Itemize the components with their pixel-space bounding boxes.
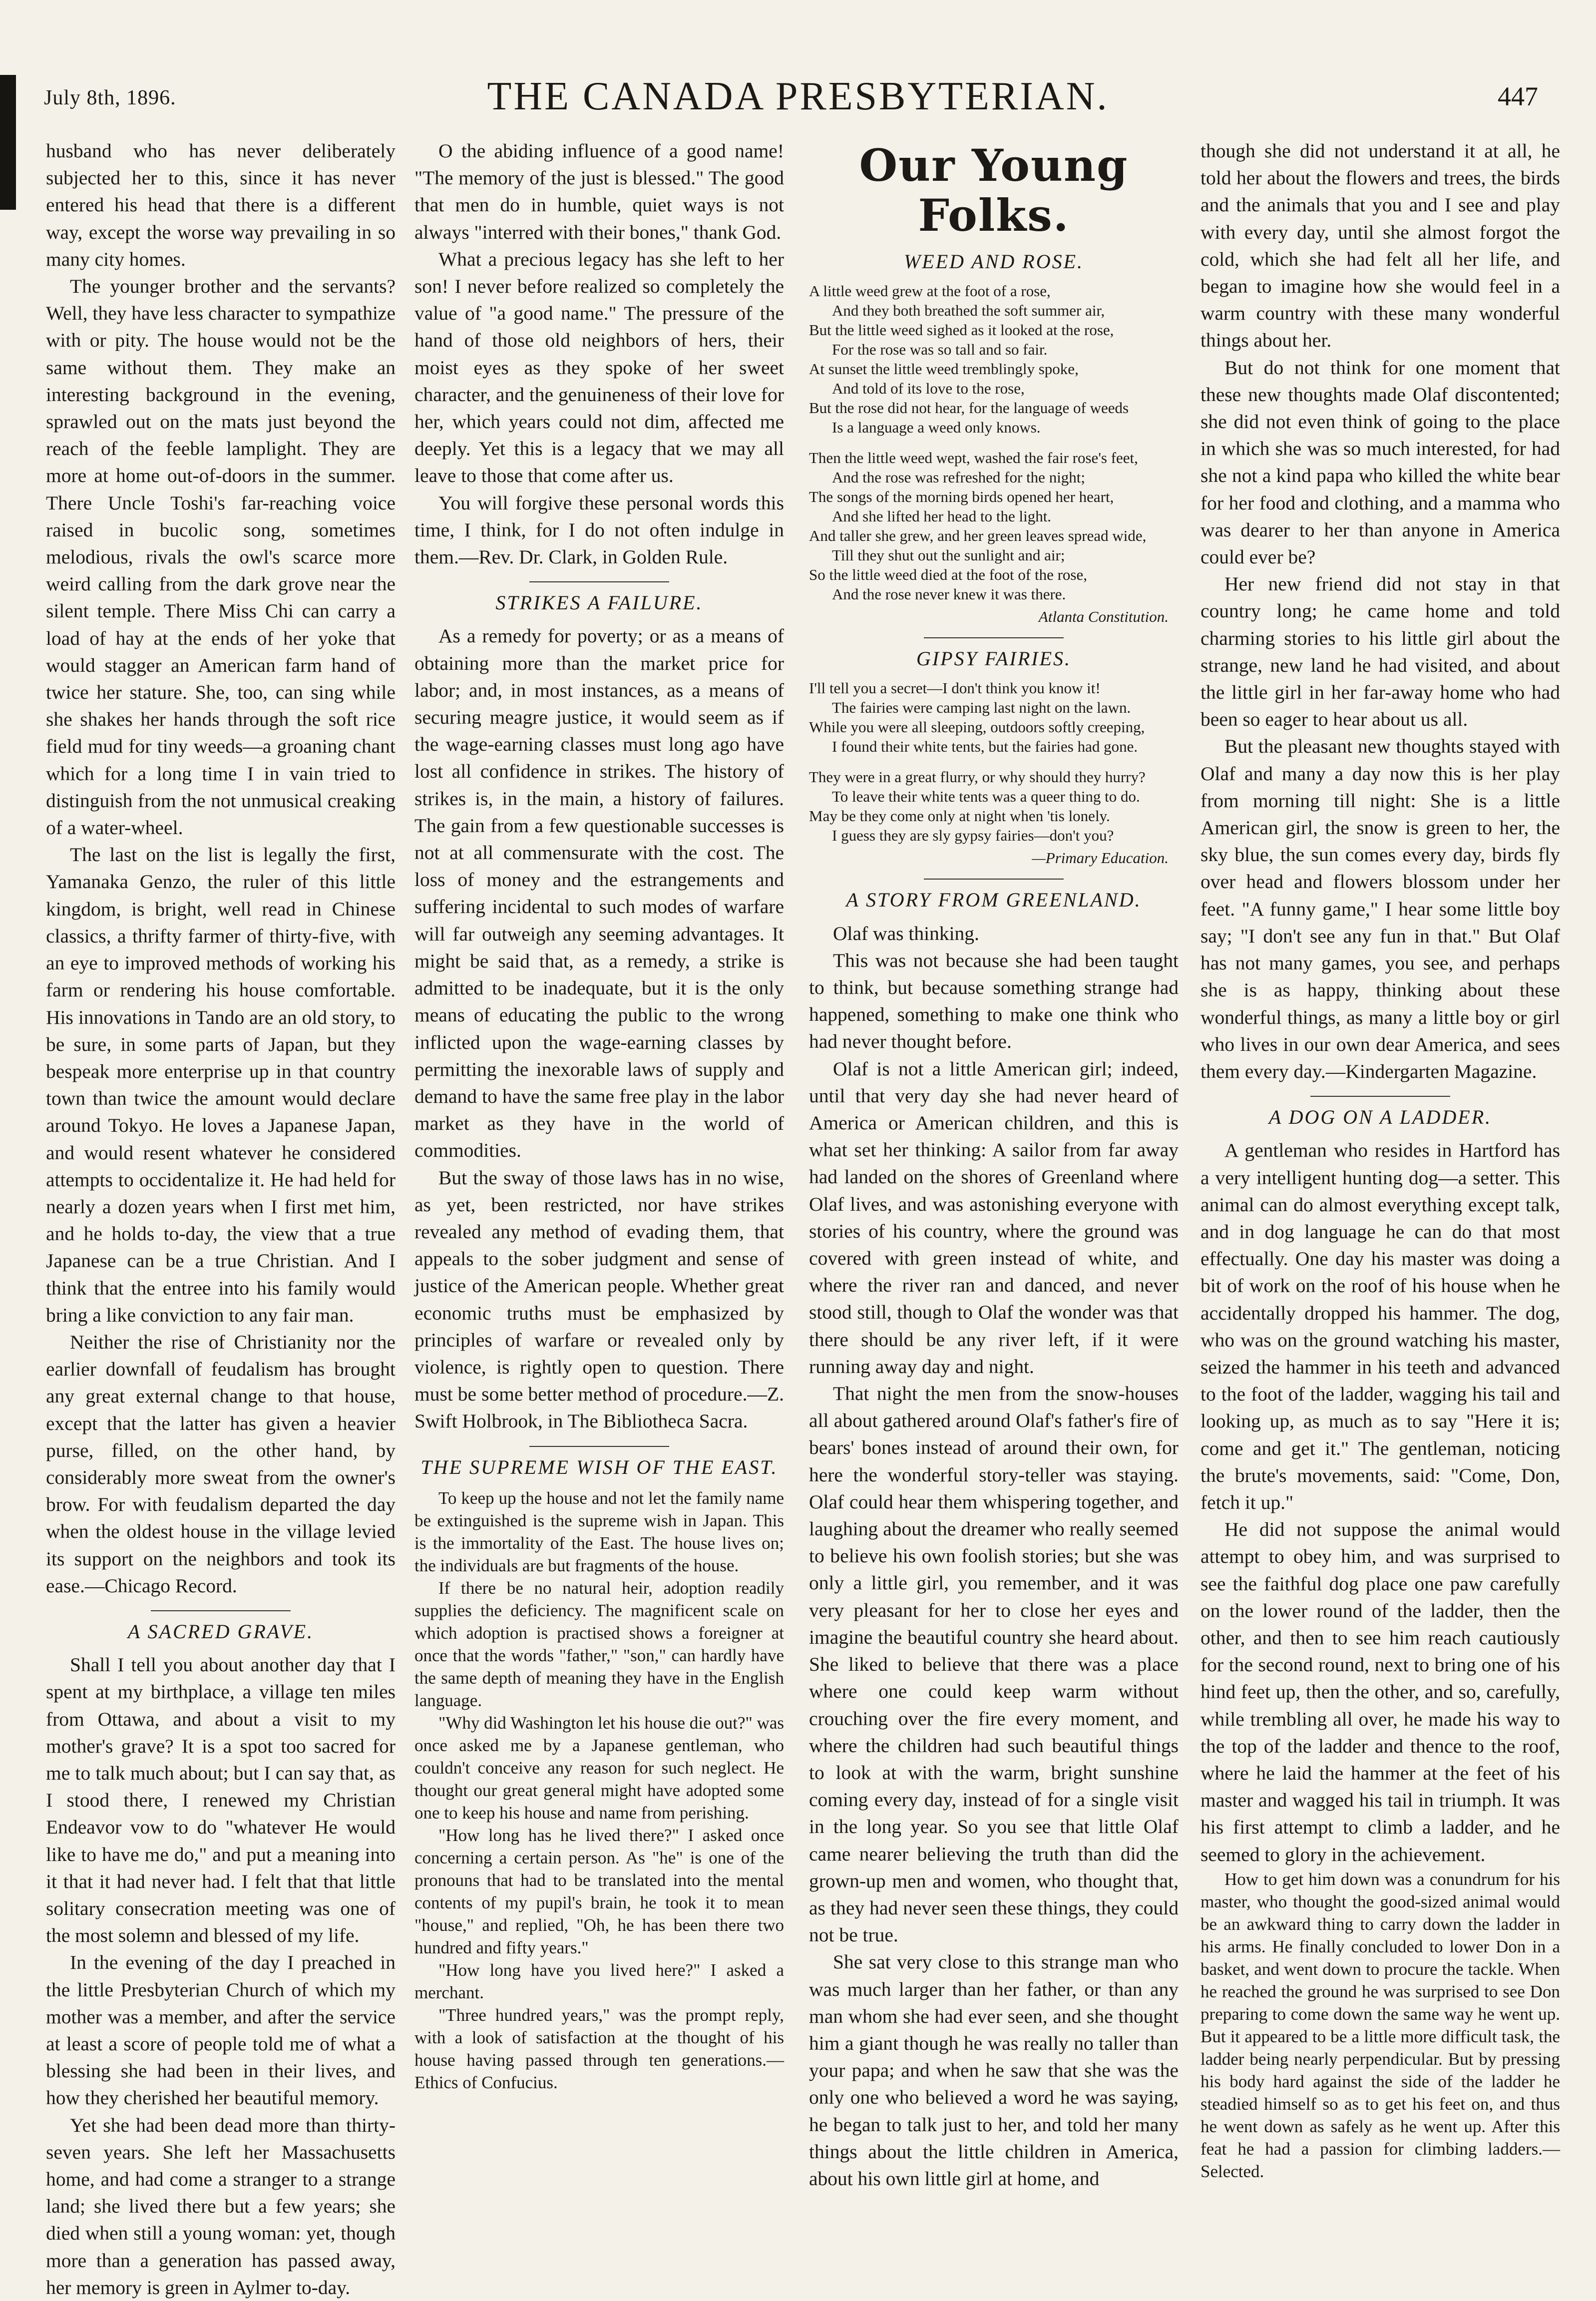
poem-line: Then the little weed wept, washed the fair rose's feet, [809, 449, 1138, 467]
poem-line: I found their white tents, but the fairies had gone. [832, 738, 1138, 756]
paragraph: "Three hundred years," was the prompt reply, with a look of satisfaction at the thought of his house having passed through ten generations.—Ethics of Confucius. [414, 2005, 784, 2092]
paragraph: The younger brother and the servants? Well, they have less character to sympathize with or pity. The house would not be the same without them. They make an interesting background in the evening, sprawled out on the mats just beyond the reach of the feeble lamplight. They are more at home out-of-doors in the summer. There Uncle Toshi's far-reaching voice raised in bucolic song, sometimes melodious, rivals the owl's scarce more weird calling from the dark grove near the silent temple. There Miss Chi can carry a load of hay at the ends of her yoke that would stagger an American farm hand of twice her stature. She, too, can sing while she shakes her hands through the soft rice field mud for tiny weeds—a groaning chant which for a long time I in vain tried to distinguish from the not unmusical creaking of a water-wheel. [46, 275, 396, 839]
poem-line: And the rose never knew it was there. [832, 585, 1066, 603]
poem-attribution: Atlanta Constitution. [1038, 608, 1169, 626]
poem-line: To leave their white tents was a queer thing to do. [832, 788, 1140, 806]
paragraph: This was not because she had been taught to think, but because something strange had happened, something to make one think who had never thought before. [809, 949, 1179, 1053]
poem-line: A little weed grew at the foot of a rose, [809, 282, 1051, 300]
poem-line: Till they shut out the sunlight and air; [832, 546, 1065, 564]
poem-line: While you were all sleeping, outdoors softly creeping, [809, 718, 1145, 736]
paragraph: husband who has never deliberately subjected her to this, since it has never entered his head that there is a different way, except the worse way prevailing in so many city homes. [46, 140, 396, 270]
paragraph: That night the men from the snow-houses all about gathered around Olaf's father's fire of bears' bones instead of around their own, for here the wonderful story-teller was staying. Olaf could hear them whispering together, and laughing about the dreamer who really seemed to believe his own foolish stories; but she was only a little girl, you remember, and it was very pleasant for her to close her eyes and imagine the beautiful country she heard about. She liked to believe that there was a place where one could keep warm without crouching over the fire every moment, and where the children had such beautiful things to look at with the warm, bright sunshine coming every day, instead of for a single visit in the long year. So you see that little Olaf came nearer believing the truth than did the grown-up men and women, who thought that, as they had never seen these things, they could not be true. [809, 1382, 1179, 1946]
section-title-strikes: STRIKES A FAILURE. [495, 591, 703, 614]
poem-gipsy-fairies [809, 678, 1179, 845]
paragraph: Olaf was thinking. [833, 922, 979, 944]
paragraph: "How long has he lived there?" I asked once concerning a certain person. As "he" is one of the pronouns that had to be translated into the mental contents of my pupil's brain, he took it to mean "house," and replied, "Oh, he has been there two hundred and fifty years." [414, 1825, 784, 1957]
section-divider [151, 1610, 291, 1611]
poem-line: So the little weed died at the foot of the rose, [809, 566, 1087, 584]
paragraph: He did not suppose the animal would attempt to obey him, and was surprised to see the faithful dog place one paw carefully on the lower round of the ladder, then the other, and then to see him reach cautiously for the second round, next to bring one of his hind feet up, then the other, and so, carefully, while trembling all over, he made his way to the top of the ladder and thence to the roof, where he laid the hammer at the feet of his master and wagged his tail in triumph. It was his first attempt to climb a ladder, and he seemed to glory in the achievement. [1200, 1518, 1560, 1865]
poem-line: But the little weed sighed as it looked at the rose, [809, 321, 1114, 339]
paragraph: Yet she had been dead more than thirty-seven years. She left her Massachusetts home, and had come a stranger to a strange land; she lived there but a few years; she died when still a young woman: yet, though more than a generation has passed away, her memory is green in Aylmer to-day. [46, 2114, 396, 2299]
paragraph: "Why did Washington let his house die out?" was once asked me by a Japanese gentleman, who couldn't conceive any reason for such neglect. He thought our great general might have adopted some one to keep his house and name from perishing. [414, 1713, 784, 1823]
issue-date: July 8th, 1896. [44, 86, 176, 109]
paragraph: A gentleman who resides in Hartford has a very intelligent hunting dog—a setter. This animal can do almost everything except talk, and in dog language he can do that most effectually. One day his master was doing a bit of work on the roof of his house when he accidentally dropped his hammer. The dog, who was on the ground watching his master, seized the hammer in his teeth and advanced to the foot of the ladder, wagging his tail and looking up, as much as to say "Here it is; come and get it." The gentleman, noticing the brute's movements, said: "Come, Don, fetch it up." [1200, 1139, 1560, 1513]
column-3 [809, 137, 1179, 2215]
poem-line: But the rose did not hear, for the language of weeds [809, 399, 1129, 417]
poem-line: They were in a great flurry, or why should they hurry? [809, 768, 1146, 786]
section-title-weed-and-rose: WEED AND ROSE. [903, 250, 1084, 273]
poem-weed-and-rose [809, 281, 1179, 604]
poem-attribution: —Primary Education. [1032, 849, 1169, 867]
paragraph: Her new friend did not stay in that country long; he came home and told charming stories to his little girl about the strange, new land he had visited, and about the little girl in her far-away home who had been so eager to hear about us all. [1200, 573, 1560, 731]
column-2 [414, 137, 784, 2215]
poem-line: And the rose was refreshed for the night; [832, 468, 1086, 486]
section-title-gipsy-fairies: GIPSY FAIRIES. [916, 647, 1072, 670]
paragraph: But do not think for one moment that these new thoughts made Olaf discontented; she did not even think of going to the place in which she was so much interested, for had she not a kind papa who killed the white bear for her food and clothing, and a mamma who was dearer to her than anyone in America could ever be? [1200, 356, 1560, 568]
section-masthead: Our Young Folks. [859, 139, 1129, 241]
section-title-sacred-grave: A SACRED GRAVE. [127, 1620, 314, 1643]
poem-line: And she lifted her head to the light. [832, 507, 1052, 525]
section-divider [924, 879, 1064, 880]
column-4 [1200, 137, 1560, 2215]
poem-line: And told of its love to the rose, [832, 380, 1025, 398]
paragraph: How to get him down was a conundrum for his master, who thought the good-sized animal would be an awkward thing to carry down the ladder in his arms. He finally concluded to lower Don in a basket, and went down to procure the tackle. When he reached the ground he was surprised to see Don preparing to come down the same way he went up. But it appeared to be a little more difficult task, the ladder being nearly perpendicular. But by pressing his body hard against the side of the ladder he steadied himself so as to get his feet on, and thus he went down as safely as he went up. After this feat he had a passion for climbing ladders.—Selected. [1200, 1869, 1560, 2181]
poem-line: I guess they are sly gypsy fairies—don't you? [832, 827, 1114, 845]
paragraph: You will forgive these personal words this time, I think, for I do not often indulge in them.—Rev. Dr. Clark, in Golden Rule. [414, 491, 784, 568]
paragraph: As a remedy for poverty; or as a means of obtaining more than the market price for labor; and, in most instances, as a means of securing meagre justice, it would seem as if the wage-earning classes must long ago have lost all confidence in strikes. The history of strikes is, in the main, a history of failures. The gain from a few questionable successes is not at all commensurate with the cost. The loss of money and the estrangements and suffering incidental to such modes of warfare will far outweigh any seeming advantages. It might be said that, as a remedy, a strike is admitted to be inadequate, but it is the only means of educating the public to the wrong inflicted upon the wage-earning classes by permitting the inexorable laws of supply and demand to have the same free play in the labor market as they have in the world of commodities. [414, 625, 784, 1162]
paragraph: O the abiding influence of a good name! "The memory of the just is blessed." The good that men do in humble, quiet ways is not always "interred with their bones," thank God. [414, 140, 784, 243]
section-title-greenland: A STORY FROM GREENLAND. [846, 889, 1142, 912]
paragraph: What a precious legacy has she left to her son! I never before realized so completely the value of "a good name." The pressure of the hand of those old neighbors of hers, their moist eyes as they spoke of her sweet character, and the genuineness of their love for her, which years could not dim, affected me deeply. Yet this is a legacy that we may all leave to those that come after us. [414, 248, 784, 487]
paragraph: But the pleasant new thoughts stayed with Olaf and many a day now this is her play from morning till night: She is a little American girl, the snow is green to her, the sky blue, the sun comes every day, birds fly over head and flowers blossom under her feet. "A funny game," I hear some little boy say; "I don't see any fun in that." But Olaf has not many games, you see, and perhaps she is as happy, thinking about these wonderful things, as many a little boy or girl who lives in our own dear America, and sees them every day.—Kindergarten Magazine. [1200, 735, 1560, 1082]
section-divider [529, 581, 669, 582]
paragraph: If there be no natural heir, adoption readily supplies the deficiency. The magnificent scale on which adoption is practised shows a foreigner at once that the words "father," "son," can hardly have the same depth of meaning they have in the English language. [414, 1578, 784, 1710]
poem-line: Is a language a weed only knows. [832, 419, 1041, 437]
section-divider [924, 637, 1064, 638]
paragraph: She sat very close to this strange man who was much larger than her father, or than any man whom she had ever seen, and she thought him a giant though he was really no taller than your papa; and when he saw that she was the only one who believed a word he was saying, he began to talk just to her, and told her many things about the little children in America, about his own little girl at home, and [809, 1951, 1179, 2190]
newspaper-title: THE CANADA PRESBYTERIAN. [487, 74, 1109, 118]
section-divider [1310, 1096, 1450, 1097]
paragraph: though she did not understand it at all, he told her about the flowers and trees, the birds and the animals that you and I see and play with every day, until she almost forgot the cold, which she had felt all her life, and began to imagine how she would feel in a warm country with these many wonderful things about her. [1200, 140, 1560, 352]
paragraph: In the evening of the day I preached in the little Presbyterian Church of which my mother was a member, and after the service at least a score of people told me of what a blessing she had been in their lives, and how they cherished her beautiful memory. [46, 1951, 396, 2109]
paragraph: "How long have you lived here?" I asked a merchant. [414, 1960, 784, 2002]
poem-line: The fairies were camping last night on the lawn. [832, 699, 1131, 717]
column-1 [46, 137, 396, 2299]
poem-line: May be they come only at night when 'tis lonely. [809, 807, 1110, 825]
section-title-dog-on-ladder: A DOG ON A LADDER. [1268, 1106, 1492, 1129]
paragraph: But the sway of those laws has in no wise, as yet, been restricted, nor have strikes revealed any method of evading them, that appeals to the sober judgment and sense of justice of the American people. Whether great economic truths must be emphasized by principles of warfare or revealed only by violence, is rightly open to question. There must be some better method of procedure.—Z. Swift Holbrook, in The Bibliotheca Sacra. [414, 1166, 784, 1432]
paragraph: Olaf is not a little American girl; indeed, until that very day she had never heard of America or American children, and this is what set her thinking: A sailor from far away had landed on the shores of Greenland where Olaf lives, and was astonishing everyone with stories of his country, where the ground was covered with green instead of white, and where the river ran and danced, and never stood still, though to Olaf the wonder was that there should be any river left, if it were running away day and night. [809, 1057, 1179, 1378]
paragraph: Neither the rise of Christianity nor the earlier downfall of feudalism has brought any great external change to that house, except that the latter has given a heavier purse, filled, on the other hand, by considerably more sweat from the owner's brow. For with feudalism departed the day when the oldest house in the village levied its support on the neighbors and took its ease.—Chicago Record. [46, 1331, 396, 1597]
section-divider [529, 1446, 669, 1447]
page-number: 447 [1498, 81, 1538, 111]
poem-line: I'll tell you a secret—I don't think you know it! [809, 679, 1101, 697]
poem-line: The songs of the morning birds opened her heart, [809, 488, 1114, 506]
section-title-supreme-wish: THE SUPREME WISH OF THE EAST. [420, 1455, 778, 1478]
paragraph: The last on the list is legally the first, Yamanaka Genzo, the ruler of this little kingdom, is bright, well read in Chinese classics, a thrifty farmer of thirty-five, with an eye to improved methods of working his farm or rendering his house comfortable. His innovations in Tando are an old story, to be sure, in some parts of Japan, but they bespeak more enterprise up in that country town than twice the amount would declare around Tokyo. He loves a Japanese Japan, and would resent whatever he considered attempts to occidentalize it. He had held for nearly a dozen years when I first met him, and he holds to-day, the view that a true Japanese can be a true Christian. And I think that the entree into his family would bring a like conviction to any fair man. [46, 844, 396, 1326]
poem-line: At sunset the little weed tremblingly spoke, [809, 360, 1079, 378]
paragraph: To keep up the house and not let the family name be extinguished is the supreme wish in Japan. This is the immortality of the East. The house lives on; the individuals are but fragments of the house. [414, 1488, 784, 1575]
paragraph: Shall I tell you about another day that I spent at my birthplace, a village ten miles from Ottawa, and about a visit to my mother's grave? It is a spot too sacred for me to talk much about; but I can say that, as I stood there, I renewed my Christian Endeavor vow to do "whatever He would like to have me do," and put a meaning into it that it had never had. I felt that that little solitary consecration meeting was one of the most solemn and blessed of my life. [46, 1654, 396, 1947]
poem-line: For the rose was so tall and so fair. [832, 341, 1048, 359]
poem-line: And they both breathed the soft summer air, [832, 302, 1105, 320]
poem-line: And taller she grew, and her green leaves spread wide, [809, 527, 1147, 545]
